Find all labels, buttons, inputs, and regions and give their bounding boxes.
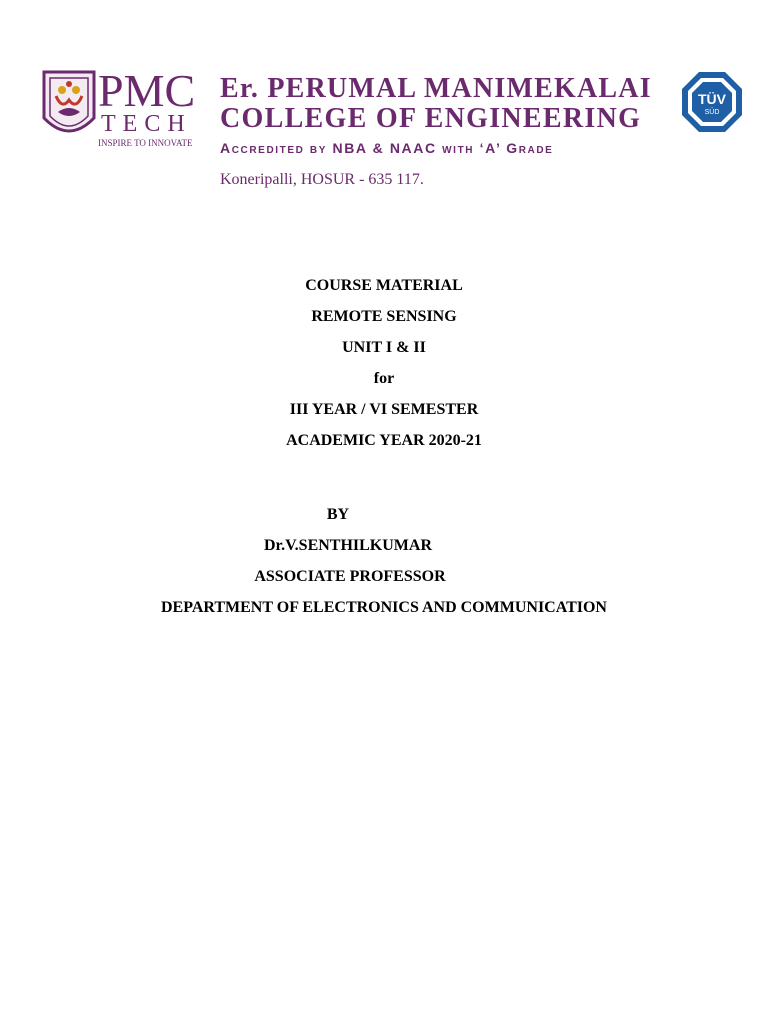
- cert-badge-text: TÜV: [698, 91, 726, 107]
- pmc-tech-logo: [40, 66, 205, 150]
- letterhead: [0, 0, 768, 200]
- logo-tagline: INSPIRE TO INNOVATE: [98, 138, 193, 148]
- accreditation-line: Accredited by NBA & NAAC with ‘A’ Grade: [220, 140, 554, 156]
- college-name-line2: COLLEGE OF ENGINEERING: [220, 103, 642, 134]
- unit-label: UNIT I & II: [342, 339, 426, 356]
- author-department: DEPARTMENT OF ELECTRONICS AND COMMUNICATION: [161, 599, 607, 616]
- academic-year: ACADEMIC YEAR 2020-21: [286, 432, 482, 449]
- subject-title: REMOTE SENSING: [311, 308, 457, 325]
- logo-sub-text: TECH: [101, 111, 192, 137]
- logo-main-text: PMC: [98, 65, 196, 116]
- pmc-emblem-icon: [40, 66, 98, 146]
- by-label: BY: [326, 506, 350, 523]
- course-material-heading: COURSE MATERIAL: [305, 277, 463, 294]
- tuv-certification-badge-icon: [680, 70, 744, 142]
- author-name: Dr.V.SENTHILKUMAR: [263, 537, 433, 554]
- cert-badge-subtext: SÜD: [704, 109, 720, 116]
- college-address: Koneripalli, HOSUR - 635 117.: [220, 171, 424, 188]
- for-label: for: [373, 370, 395, 387]
- college-name-line1: Er. PERUMAL MANIMEKALAI: [220, 73, 652, 104]
- author-designation: ASSOCIATE PROFESSOR: [254, 568, 446, 585]
- year-semester: III YEAR / VI SEMESTER: [289, 401, 479, 418]
